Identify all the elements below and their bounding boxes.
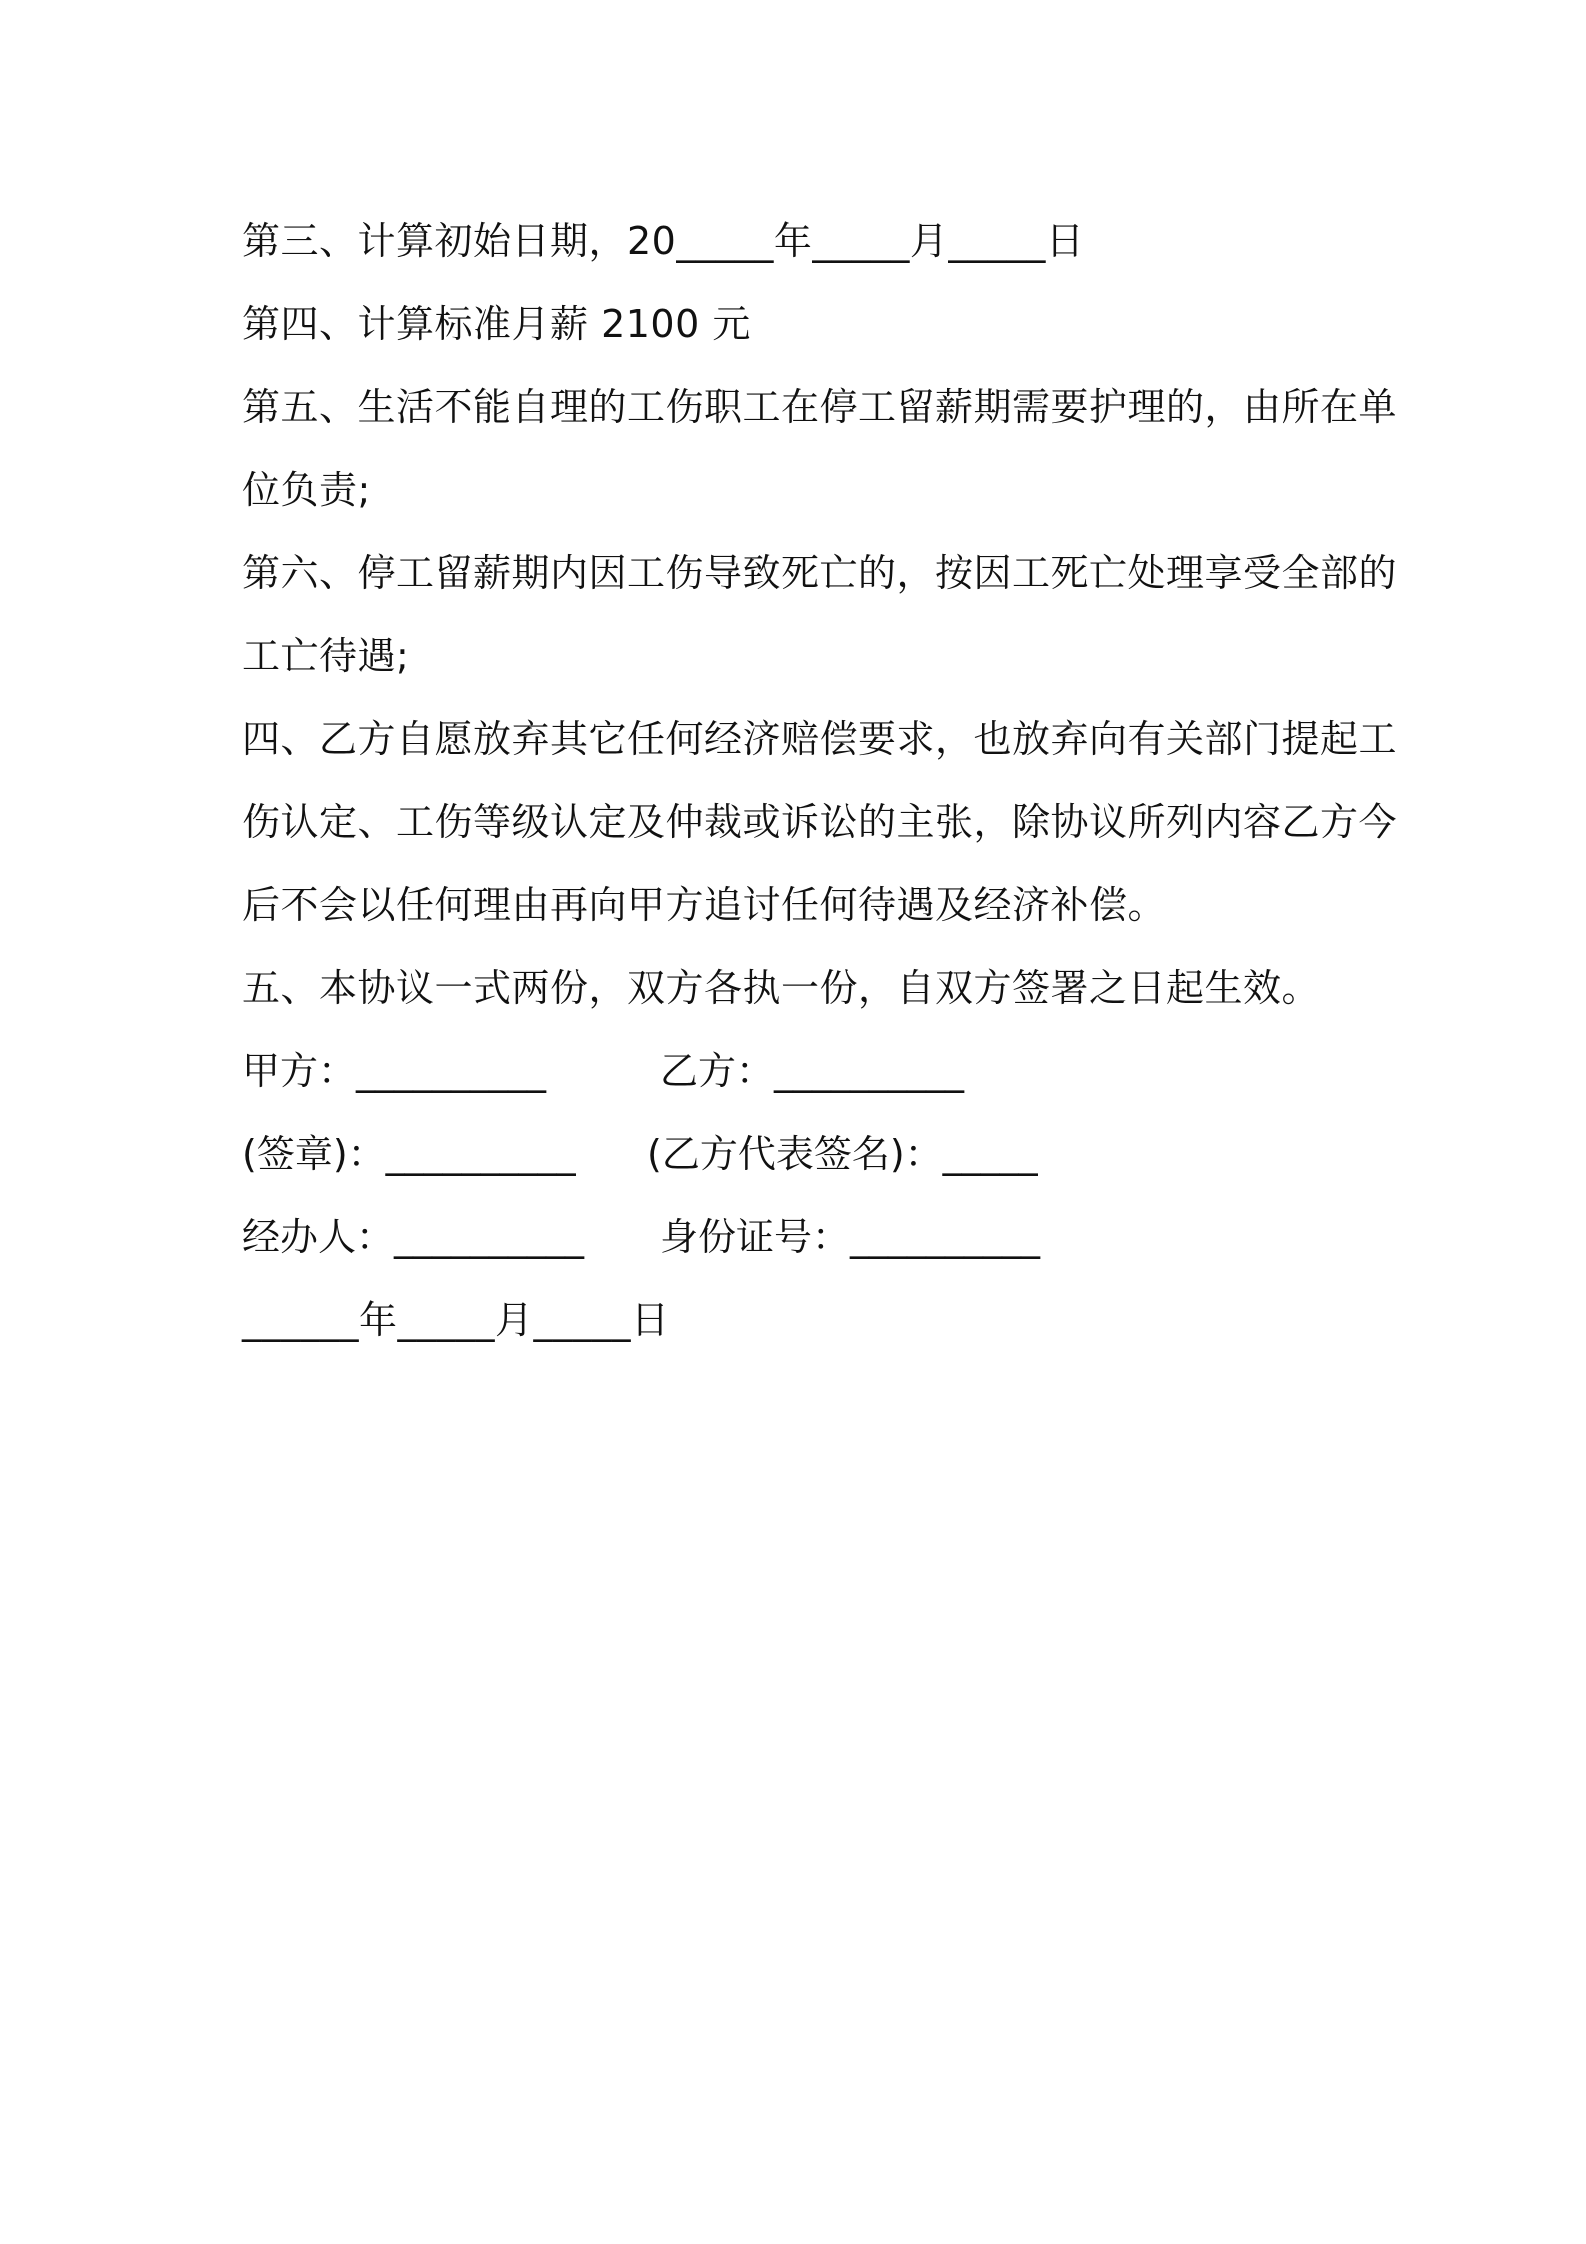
clause-6-line-2: 工亡待遇; xyxy=(242,634,410,678)
id-number-field: 身份证号：__________ xyxy=(660,1215,1041,1259)
section-4-line-2: 伤认定、工伤等级认定及仲裁或诉讼的主张，除协议所列内容乙方今 xyxy=(242,800,1398,844)
party-b-field: 乙方：__________ xyxy=(660,1049,965,1093)
section-5: 五、本协议一式两份，双方各执一份，自双方签署之日起生效。 xyxy=(242,966,1321,1010)
clause-6-line-1: 第六、停工留薪期内因工伤导致死亡的，按因工死亡处理享受全部的 xyxy=(242,551,1398,595)
party-b-rep-field: (乙方代表签名)：_____ xyxy=(647,1132,1038,1176)
clause-5-line-2: 位负责; xyxy=(242,468,371,512)
signature-row-parties xyxy=(242,1030,1362,1113)
date-line: ______年_____月_____日 xyxy=(242,1298,670,1342)
handler-field: 经办人：__________ xyxy=(242,1215,585,1259)
clause-5-line-1: 第五、生活不能自理的工伤职工在停工留薪期需要护理的，由所在单 xyxy=(242,385,1398,429)
signature-row-seal xyxy=(242,1113,1362,1196)
document-body xyxy=(242,200,1398,1362)
clause-4: 第四、计算标准月薪 2100 元 xyxy=(242,302,751,346)
party-a-field: 甲方：__________ xyxy=(242,1049,547,1093)
seal-field: (签章)：__________ xyxy=(242,1132,576,1176)
signature-row-handler xyxy=(242,1196,1362,1279)
section-4-line-3: 后不会以任何理由再向甲方追讨任何待遇及经济补偿。 xyxy=(242,883,1167,927)
clause-3: 第三、计算初始日期，20_____年_____月_____日 xyxy=(242,219,1085,263)
section-4-line-1: 四、乙方自愿放弃其它任何经济赔偿要求，也放弃向有关部门提起工 xyxy=(242,717,1398,761)
